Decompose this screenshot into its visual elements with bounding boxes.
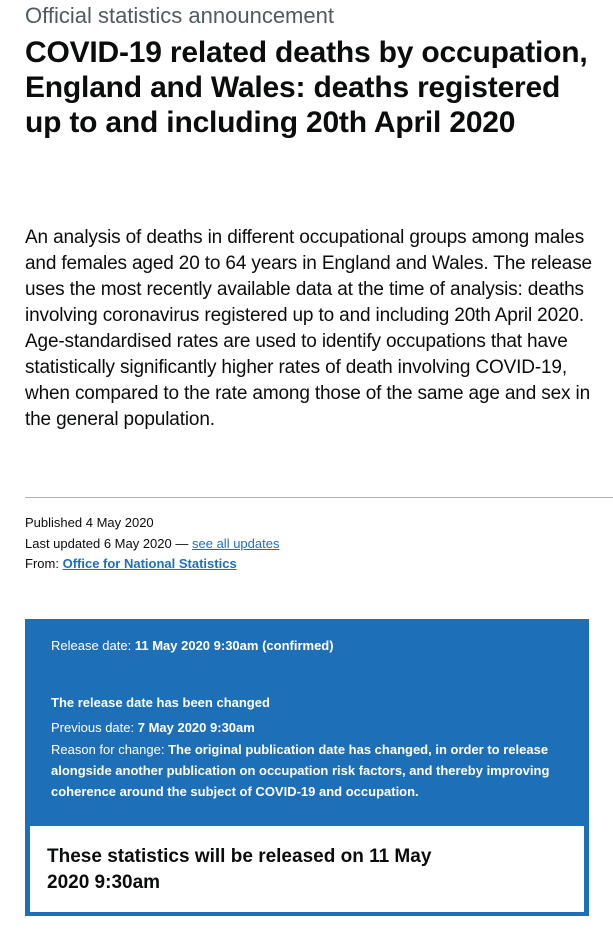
page-caption: Official statistics announcement xyxy=(25,3,334,28)
published-line xyxy=(25,513,585,534)
from-label: From: xyxy=(25,556,59,571)
date-changed-heading xyxy=(51,693,270,713)
see-all-updates-link[interactable]: see all updates xyxy=(192,535,280,551)
organisation-link[interactable]: Office for National Statistics xyxy=(62,556,237,571)
page-title: COVID-19 related deaths by occupation, England and Wales: deaths registered up to and including 20th April 2020 xyxy=(25,36,588,139)
previous-date-label: Previous date: xyxy=(51,720,135,735)
previous-date-value: 7 May 2020 9:30am xyxy=(137,720,255,735)
release-panel xyxy=(30,826,584,912)
release-info-box xyxy=(25,619,589,916)
reason-value: The original publication date has changed, in order to release alongside another publication on occupation risk factors, and thereby improving coherence around the subject of COVID-19 and occupation. xyxy=(51,742,550,799)
last-updated-label: Last updated xyxy=(25,535,101,551)
metadata xyxy=(25,513,585,575)
separator: — xyxy=(175,535,189,551)
reason-label: Reason for change: xyxy=(51,742,165,757)
reason-for-change xyxy=(51,739,571,802)
summary-text: An analysis of deaths in different occupational groups among males and females aged 20 to 64 years in England and Wales. The release uses the most recently available data at the time of analysis: deaths involving coronavirus registered up to and including 20th April 2020. Age-standardised rates are used to identify occupations that have statistically significantly higher rates of death involving COVID-19, when compared to the rate among those of the same age and sex in the general population. xyxy=(25,227,592,430)
release-date-line xyxy=(51,636,334,656)
divider xyxy=(25,497,613,498)
release-panel-text: These statistics will be released on 11 May 2020 9:30am xyxy=(47,846,432,893)
release-date-value: 11 May 2020 9:30am (confirmed) xyxy=(134,638,334,653)
last-updated-line xyxy=(25,534,585,555)
date-changed-text: The release date has been changed xyxy=(51,695,270,710)
last-updated-date: 6 May 2020 xyxy=(103,535,172,551)
published-label: Published xyxy=(25,515,83,530)
release-date-label: Release date: xyxy=(51,638,132,653)
from-line xyxy=(25,554,585,575)
previous-date-line xyxy=(51,718,255,738)
published-date: 4 May 2020 xyxy=(85,515,154,530)
